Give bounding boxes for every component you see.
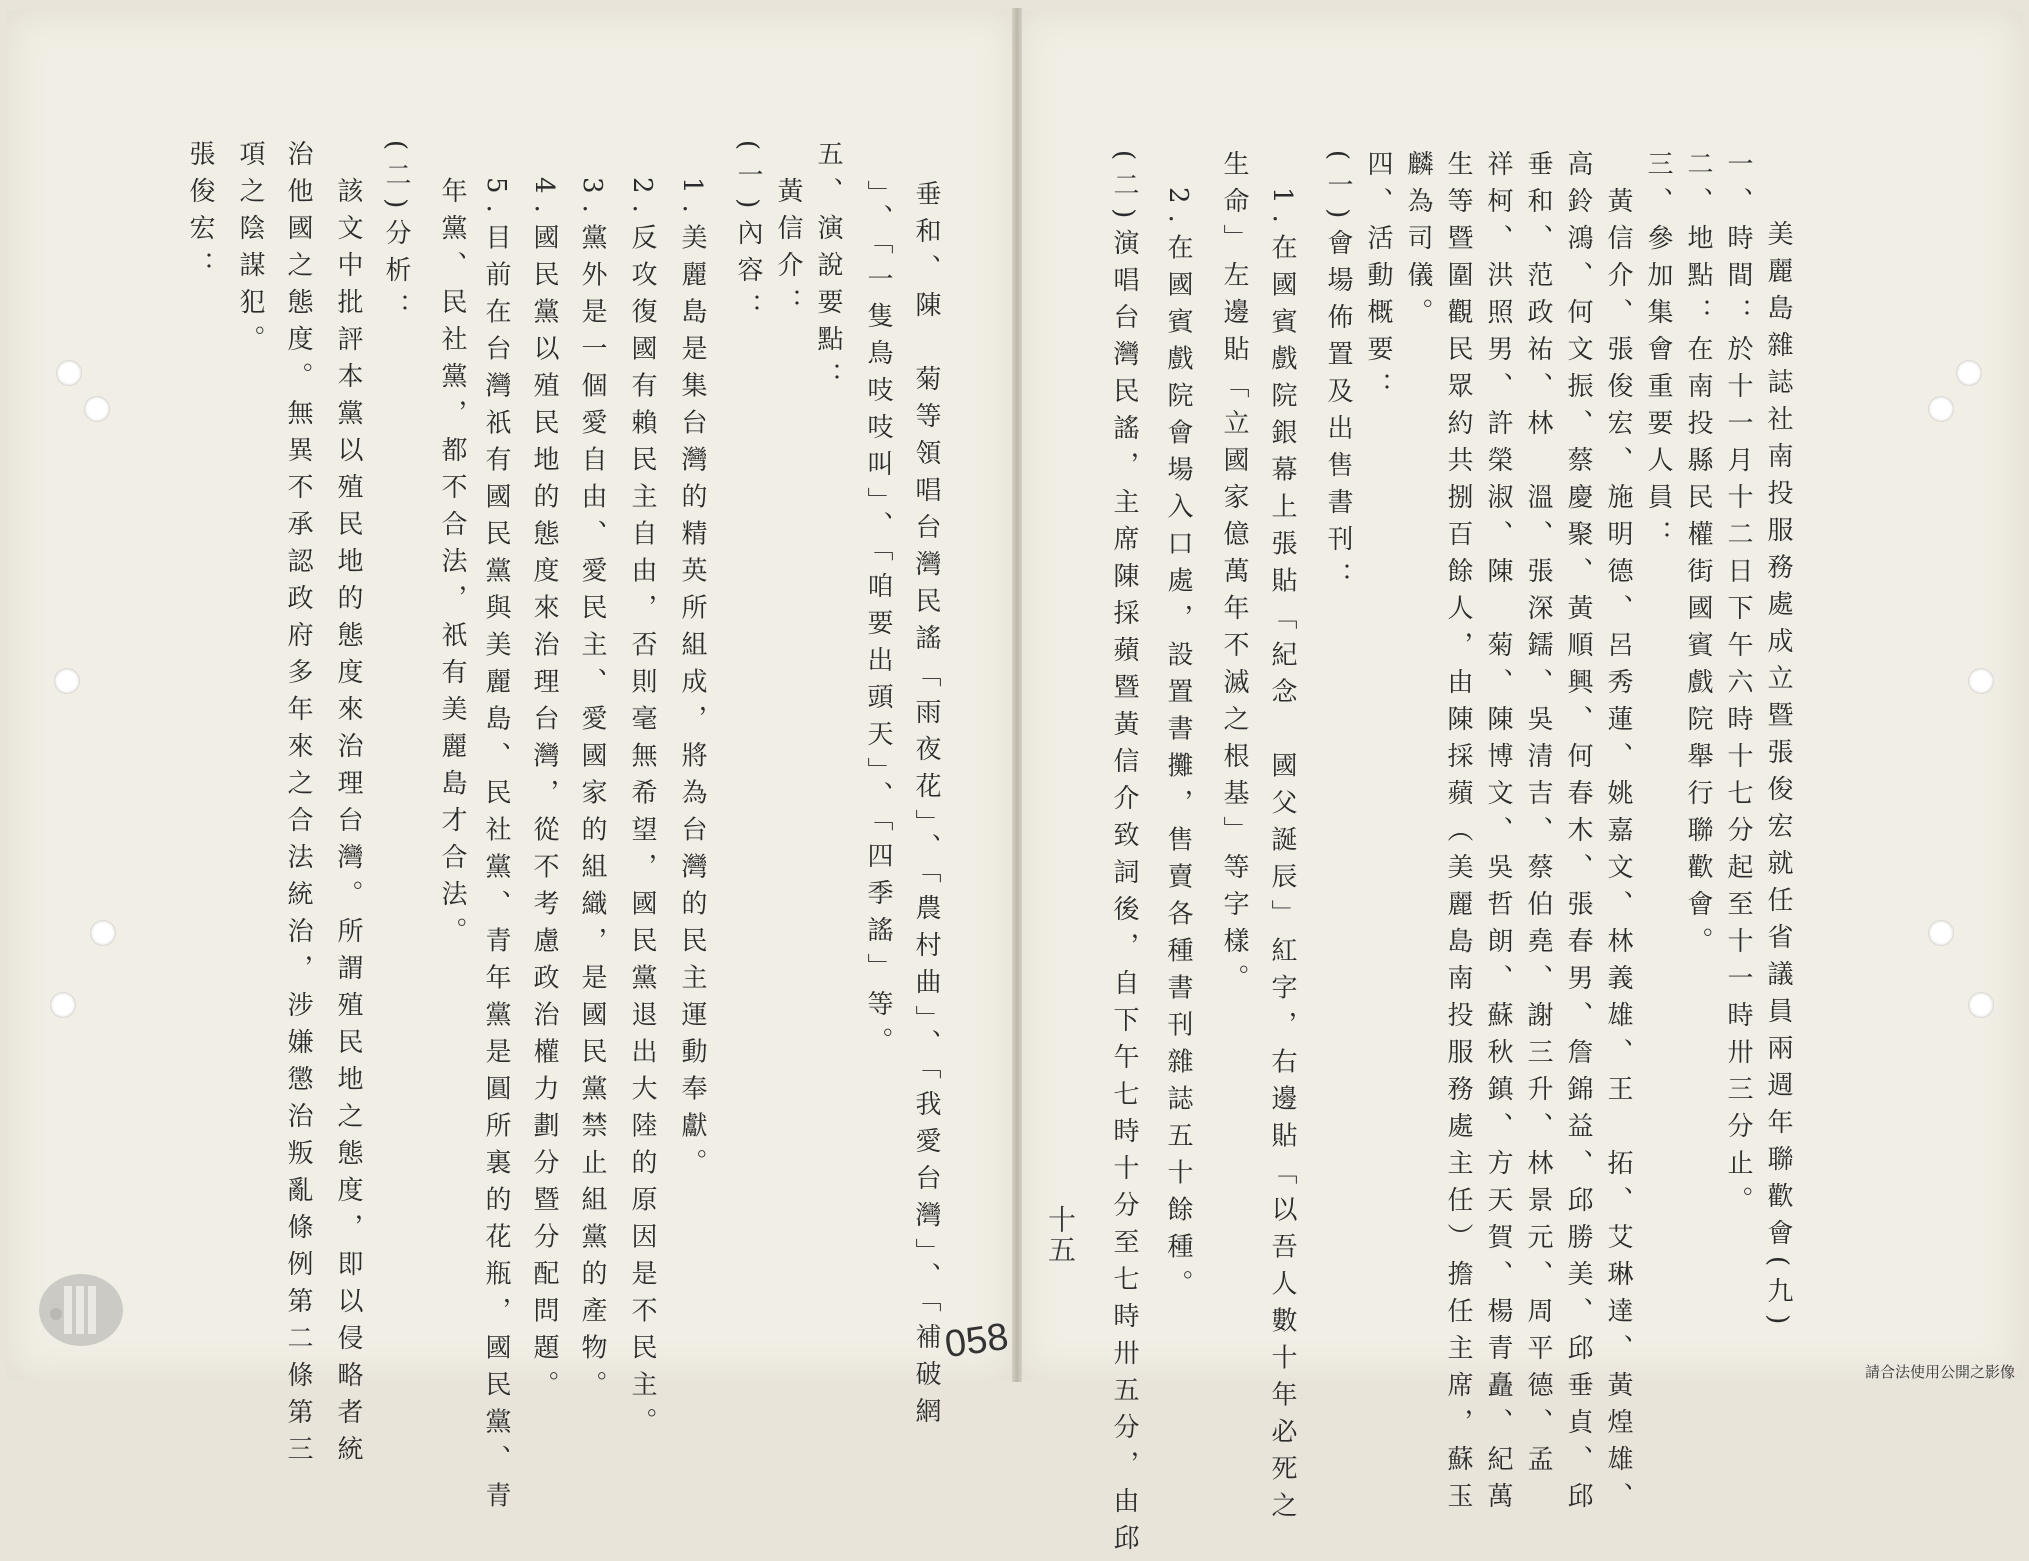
text-column: 1.在國賓戲院銀幕上張貼「紀念 國父誕辰」紅字，右邊貼「以吾人數十年必死之 <box>1267 150 1297 1529</box>
binder-hole <box>90 920 116 946</box>
archive-number-stamp: 058 <box>942 1315 1011 1367</box>
speaker-name: 黃信介： <box>773 140 803 325</box>
text-column: 垂和、陳 菊等領唱台灣民謠「雨夜花」、「農村曲」、「我愛台灣」、「補破網 <box>911 180 941 1434</box>
text-column: 一、時間：於十一月十二日下午六時十七分起至十一時卅三分止。 <box>1723 150 1753 1223</box>
binder-hole <box>1928 396 1954 422</box>
binder-hole <box>1956 360 1982 386</box>
text-column: 5.目前在台灣祇有國民黨與美麗島、民社黨、青年黨是圓所裏的花瓶，國民黨、青 <box>481 140 511 1519</box>
text-column: 」、「一隻鳥吱吱叫」、「咱要出頭天」、「四季謠」等。 <box>863 180 893 1064</box>
text-column: (一)會場佈置及出售書刊： <box>1323 150 1353 600</box>
document-title: 美麗島雜誌社南投服務處成立暨張俊宏就任省議員兩週年聯歡會(九) <box>1763 220 1793 1336</box>
text-column: 三、參加集會重要人員： <box>1643 150 1673 557</box>
text-column: 年黨、民社黨，都不合法，祇有美麗島才合法。 <box>437 140 467 954</box>
text-column: 2.在國賓戲院會場入口處，設置書攤，售賣各種書刊雜誌五十餘種。 <box>1163 150 1193 1307</box>
page-gutter <box>1012 8 1022 1382</box>
binder-hole <box>50 992 76 1018</box>
binder-hole <box>1928 920 1954 946</box>
speaker-name: 張俊宏： <box>185 140 215 288</box>
text-column: 1.美麗島是集台灣的精英所組成，將為台灣的民主運動奉獻。 <box>677 140 707 1186</box>
binder-hole <box>1968 992 1994 1018</box>
text-column: 4.國民黨以殖民地的態度來治理台灣，從不考慮政治權力劃分暨分配問題。 <box>529 140 559 1408</box>
text-column: 二、地點：在南投縣民權街國賓戲院舉行聯歡會。 <box>1683 150 1713 964</box>
text-column: 祥柯、洪照男、許榮淑、陳 菊、陳博文、吳哲朗、蘇秋鎮、方天賀、楊青矗、紀萬 <box>1483 150 1513 1519</box>
handwritten-page-number: 十五 <box>1044 1205 1077 1265</box>
binder-hole <box>84 396 110 422</box>
binder-hole <box>54 668 80 694</box>
text-column: 治他國之態度。無異不承認政府多年來之合法統治，涉嫌懲治叛亂條例第二條第三 <box>283 140 313 1472</box>
text-column: (二)演唱台灣民謠，主席陳採蘋暨黃信介致詞後，自下午七時十分至七時卅五分，由邱 <box>1109 150 1139 1561</box>
text-column: (二)分析： <box>381 140 411 331</box>
text-column: 2.反攻復國有賴民主自由，否則毫無希望，國民黨退出大陸的原因是不民主。 <box>627 140 657 1445</box>
text-column: 3.黨外是一個愛自由、愛民主、愛國家的組織，是國民黨禁止組黨的產物。 <box>577 140 607 1408</box>
text-column: 生命」左邊貼「立國家億萬年不滅之根基」等字樣。 <box>1219 150 1249 1001</box>
text-column: (一)內容： <box>733 140 763 331</box>
archive-logo-icon <box>36 1270 126 1350</box>
binder-hole <box>56 360 82 386</box>
text-column: 垂和、范政祐、林 溫、張深鑐、吳清吉、蔡伯堯、謝三升、林景元、周平德、孟 <box>1523 150 1553 1482</box>
watermark-text: 請合法使用公開之影像 <box>1864 1363 2015 1381</box>
text-column: 黃信介、張俊宏、施明德、呂秀蓮、姚嘉文、林義雄、王 拓、艾琳達、黃煌雄、 <box>1603 150 1633 1519</box>
text-column: 麟為司儀。 <box>1403 150 1433 335</box>
binder-hole <box>1968 668 1994 694</box>
section-heading: 四、活動概要： <box>1363 150 1393 409</box>
text-column: 高鈴鴻、何文振、蔡慶聚、黃順興、何春木、張春男、詹錦益、邱勝美、邱垂貞、邱 <box>1563 150 1593 1519</box>
text-column: 該文中批評本黨以殖民地的態度來治理台灣。所謂殖民地之態度，即以侵略者統 <box>333 140 363 1472</box>
text-column: 生等暨圍觀民眾約共捌百餘人，由陳採蘋（美麗島南投服務處主任）擔任主席，蘇玉 <box>1443 150 1473 1519</box>
text-column: 項之陰謀犯。 <box>235 140 265 362</box>
section-heading: 五、演說要點： <box>813 140 843 399</box>
